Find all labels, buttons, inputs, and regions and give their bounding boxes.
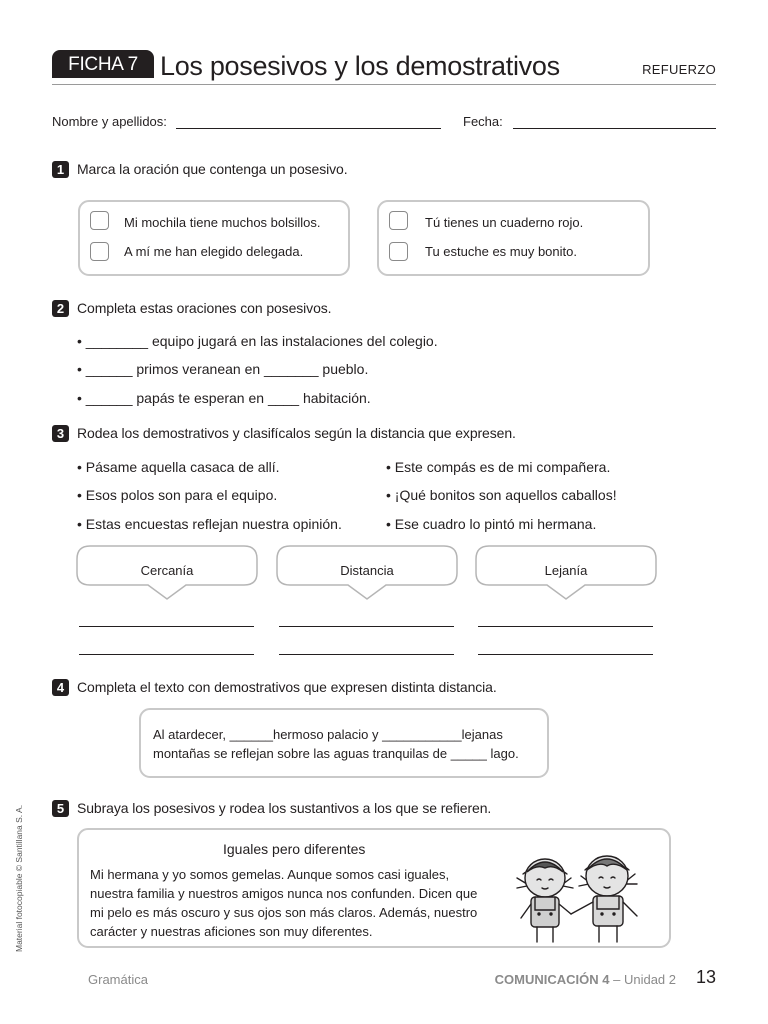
exercise-1-left-box xyxy=(78,200,350,276)
date-label: Fecha: xyxy=(463,114,503,129)
exercise-4-number: 4 xyxy=(52,679,69,696)
option-text: A mí me han elegido delegada. xyxy=(124,244,304,259)
list-item: • Estas encuestas reflejan nuestra opinión. xyxy=(77,516,342,532)
page-number: 13 xyxy=(695,967,716,987)
exercise-4-text-box xyxy=(139,708,549,778)
exercise-5-instruction: Subraya los posesivos y rodea los sustantivos a los que se refieren. xyxy=(77,800,492,816)
list-item: • Esos polos son para el equipo. xyxy=(77,487,278,503)
level-label: REFUERZO xyxy=(642,62,716,77)
footer-unit: – Unidad 2 xyxy=(609,972,676,987)
date-field[interactable] xyxy=(513,128,716,129)
checkbox[interactable] xyxy=(389,242,408,261)
story-title: Iguales pero diferentes xyxy=(223,841,366,857)
answer-line[interactable] xyxy=(279,654,454,655)
checkbox[interactable] xyxy=(90,211,109,230)
category-box-cercania xyxy=(76,545,258,601)
exercise-2-number: 2 xyxy=(52,300,69,317)
name-label: Nombre y apellidos: xyxy=(52,114,167,129)
category-box-distancia xyxy=(276,545,458,601)
name-field[interactable] xyxy=(176,128,441,129)
sentence: • ______ papás te esperan en ____ habitación. xyxy=(77,390,371,406)
answer-line[interactable] xyxy=(478,654,653,655)
exercise-4-instruction: Completa el texto con demostrativos que expresen distinta distancia. xyxy=(77,679,497,695)
header-divider xyxy=(52,84,716,85)
list-item: • Pásame aquella casaca de allí. xyxy=(77,459,280,475)
footer-book-title: COMUNICACIÓN 4 xyxy=(494,972,610,987)
exercise-1-instruction: Marca la oración que contenga un posesivo. xyxy=(77,161,348,177)
answer-line[interactable] xyxy=(79,654,254,655)
answer-line[interactable] xyxy=(279,626,454,627)
footer-section: Gramática xyxy=(88,972,148,987)
exercise-5-story-box xyxy=(77,828,671,948)
list-item: • Este compás es de mi compañera. xyxy=(386,459,611,475)
sentence: • ________ equipo jugará en las instalaciones del colegio. xyxy=(77,333,438,349)
story-line: mi pelo es más oscuro y sus ojos son más claros. Además, nuestro xyxy=(90,905,478,920)
category-label: Distancia xyxy=(340,563,394,578)
story-line: nuestra familia y nuestros amigos nunca nos confunden. Dicen que xyxy=(90,886,478,901)
worksheet-badge: FICHA 7 xyxy=(52,50,154,78)
story-line: carácter y nuestras aficiones son muy diferentes. xyxy=(90,924,373,939)
page-title: Los posesivos y los demostrativos xyxy=(160,51,560,81)
exercise-1-right-box xyxy=(377,200,650,276)
checkbox[interactable] xyxy=(90,242,109,261)
exercise-1-number: 1 xyxy=(52,161,69,178)
exercise-5-number: 5 xyxy=(52,800,69,817)
option-text: Tu estuche es muy bonito. xyxy=(425,244,577,259)
footer-book xyxy=(495,972,676,987)
list-item: • Ese cuadro lo pintó mi hermana. xyxy=(386,516,597,532)
copyright-note: Material fotocopiable © Santillana S. A. xyxy=(14,804,24,952)
text-line: Al atardecer, ______hermoso palacio y ___________lejanas xyxy=(153,727,503,742)
story-line: Mi hermana y yo somos gemelas. Aunque somos casi iguales, xyxy=(90,867,450,882)
answer-line[interactable] xyxy=(79,626,254,627)
list-item: • ¡Qué bonitos son aquellos caballos! xyxy=(386,487,617,503)
exercise-2-instruction: Completa estas oraciones con posesivos. xyxy=(77,300,332,316)
category-box-lejania xyxy=(475,545,657,601)
twins-illustration xyxy=(509,844,657,944)
exercise-3-number: 3 xyxy=(52,425,69,442)
category-label: Cercanía xyxy=(140,563,194,578)
text-line: montañas se reflejan sobre las aguas tranquilas de _____ lago. xyxy=(153,746,519,761)
checkbox[interactable] xyxy=(389,211,408,230)
option-text: Mi mochila tiene muchos bolsillos. xyxy=(124,215,321,230)
category-label: Lejanía xyxy=(544,563,588,578)
exercise-3-instruction: Rodea los demostrativos y clasifícalos según la distancia que expresen. xyxy=(77,425,516,441)
option-text: Tú tienes un cuaderno rojo. xyxy=(425,215,584,230)
sentence: • ______ primos veranean en _______ pueblo. xyxy=(77,361,369,377)
answer-line[interactable] xyxy=(478,626,653,627)
